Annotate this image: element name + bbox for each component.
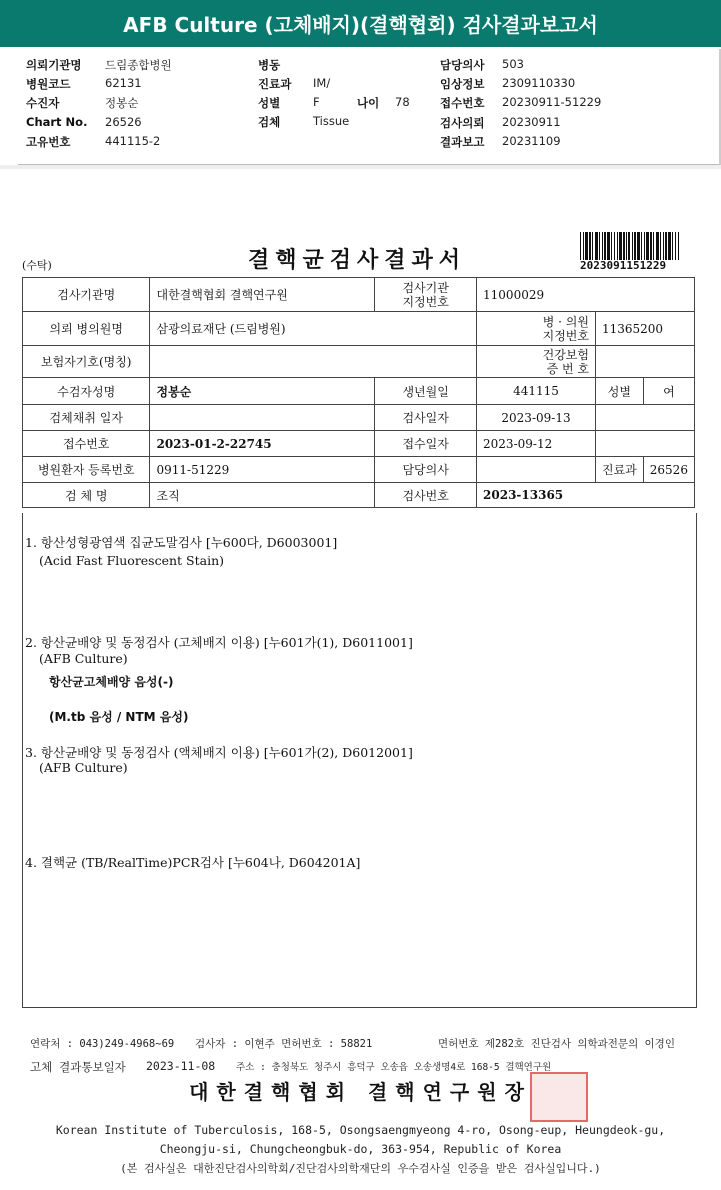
- meta-value: 78: [395, 95, 410, 109]
- cell-value: 0911-51229: [150, 457, 375, 483]
- meta-value: 20230911-51229: [502, 95, 602, 109]
- barcode-text: 2023091151229: [580, 259, 667, 272]
- cell-label: 검사기관 지정번호: [375, 278, 477, 312]
- cell-label: 보험자기호(명칭): [23, 346, 150, 378]
- meta-label: 성별: [258, 96, 281, 110]
- cell-value: 조직: [150, 483, 375, 508]
- report-title-bar: [0, 0, 721, 47]
- cell-value: 2023-09-13: [477, 405, 596, 431]
- test-2-result-detail: (M.tb 음성 / NTM 음성): [49, 710, 189, 724]
- test-results-box: [22, 513, 697, 1008]
- test-4-title: 4. 결핵균 (TB/RealTime)PCR검사 [누604나, D604201A]: [25, 855, 361, 870]
- notify-date: 2023-11-08: [146, 1059, 216, 1073]
- cell-value: [150, 346, 477, 378]
- test-2-subtitle: (AFB Culture): [39, 651, 128, 666]
- meta-label: 수진자: [26, 96, 60, 110]
- address: 주소 : 충청북도 청주시 흥덕구 오송읍 오송생명4로 168-5 결핵연구원: [236, 1062, 552, 1073]
- meta-label: 진료과: [258, 77, 292, 91]
- cell-value: 441115: [477, 378, 596, 405]
- cell-value: 2023-13365: [477, 483, 695, 508]
- cell-label: 접수일자: [375, 431, 477, 457]
- meta-value: 26526: [105, 115, 142, 129]
- meta-label: 검체: [258, 115, 281, 129]
- meta-label: 병원코드: [26, 77, 71, 91]
- cell-empty: [595, 431, 694, 457]
- test-2-title: 2. 항산균배양 및 동정검사 (고체배지 이용) [누601가(1), D6011001]: [25, 635, 413, 650]
- address-english-2: Cheongju-si, Chungcheongbuk-do, 363-954, Republic of Korea: [159, 1142, 562, 1156]
- notify-label: 고체 결과통보일자: [30, 1060, 126, 1074]
- cell-empty: [595, 405, 694, 431]
- meta-value: 20231109: [502, 134, 561, 148]
- meta-value: IM/: [313, 76, 331, 90]
- copy-type: (수탁): [22, 259, 52, 272]
- certification-note: (본 검사실은 대한진단검사의학회/진단검사의학재단의 우수검사실 인증을 받은 검사실입니다.): [120, 1162, 601, 1175]
- meta-value: 20230911: [502, 115, 561, 129]
- contact-info: 연락처 : 043)249-4968~69: [30, 1038, 175, 1050]
- license-info: 면허번호 제282호 진단검사 의학과전문의 이경인: [438, 1038, 675, 1050]
- cell-label: 담당의사: [375, 457, 477, 483]
- cell-label: 검체채취 일자: [23, 405, 150, 431]
- cell-label: 검 체 명: [23, 483, 150, 508]
- patient-info-table: [22, 277, 695, 508]
- cell-label: 진료과: [595, 457, 643, 483]
- cell-value: 2023-01-2-22745: [150, 431, 375, 457]
- cell-label: 성별: [595, 378, 643, 405]
- meta-label: 접수번호: [440, 96, 485, 110]
- cell-label: 수검자성명: [23, 378, 150, 405]
- cell-label: 검사번호: [375, 483, 477, 508]
- cell-label: 검사일자: [375, 405, 477, 431]
- meta-value: 정봉순: [105, 96, 139, 110]
- organization-name: 대한결핵협회 결핵연구원장: [189, 1080, 532, 1104]
- cell-value: 여: [643, 378, 694, 405]
- patient-meta-panel: [0, 49, 721, 164]
- cell-value: 11000029: [477, 278, 695, 312]
- cell-value: 삼광의료재단 (드림병원): [150, 312, 477, 346]
- divider: [0, 165, 721, 169]
- cell-value: 2023-09-12: [477, 431, 596, 457]
- document-title: 결핵균검사결과서: [248, 247, 467, 273]
- cell-label: 병 · 의원 지정번호: [477, 312, 596, 346]
- cell-label: 의뢰 병의원명: [23, 312, 150, 346]
- meta-label: 의뢰기관명: [26, 58, 82, 72]
- barcode: [580, 232, 680, 260]
- meta-label: 검사의뢰: [440, 116, 485, 130]
- meta-value: 441115-2: [105, 134, 161, 148]
- meta-label: Chart No.: [26, 115, 88, 129]
- cell-value: 정봉순: [150, 378, 375, 405]
- meta-value: F: [313, 95, 320, 109]
- cell-label: 생년월일: [375, 378, 477, 405]
- meta-value: 62131: [105, 76, 142, 90]
- cell-value: [595, 346, 694, 378]
- test-3-title: 3. 항산균배양 및 동정검사 (액체배지 이용) [누601가(2), D6012001]: [25, 745, 413, 760]
- cell-label: 병원환자 등록번호: [23, 457, 150, 483]
- meta-label: 나이: [357, 96, 380, 110]
- meta-value: 2309110330: [502, 76, 576, 90]
- cell-label: 검사기관명: [23, 278, 150, 312]
- meta-value: 503: [502, 57, 524, 71]
- cell-value: 26526: [643, 457, 694, 483]
- meta-value: 드림종합병원: [105, 58, 172, 72]
- cell-value: 대한결핵협회 결핵연구원: [150, 278, 375, 312]
- test-2-result: 항산균고체배양 음성(-): [49, 675, 174, 689]
- cell-value: [150, 405, 375, 431]
- cell-value: 11365200: [595, 312, 694, 346]
- meta-value: Tissue: [313, 114, 350, 128]
- test-3-subtitle: (AFB Culture): [39, 760, 128, 775]
- meta-label: 병동: [258, 58, 281, 72]
- report-title: AFB Culture (고체배지)(결핵협회) 검사결과보고서: [123, 13, 598, 37]
- cell-label: 접수번호: [23, 431, 150, 457]
- meta-label: 임상정보: [440, 77, 485, 91]
- meta-label: 결과보고: [440, 135, 485, 149]
- cell-label: 건강보험 증 번 호: [477, 346, 596, 378]
- test-1-title: 1. 항산성형광염색 집균도말검사 [누600다, D6003001]: [25, 535, 338, 550]
- cell-value: [477, 457, 596, 483]
- meta-label: 고유번호: [26, 135, 71, 149]
- address-english-1: Korean Institute of Tuberculosis, 168-5, Osongsaengmyeong 4-ro, Osong-eup, Heungdeok-gu,: [55, 1123, 666, 1137]
- tester-info: 검사자 : 이현주 면허번호 : 58821: [195, 1038, 373, 1050]
- test-1-subtitle: (Acid Fast Fluorescent Stain): [39, 553, 225, 568]
- meta-label: 담당의사: [440, 58, 485, 72]
